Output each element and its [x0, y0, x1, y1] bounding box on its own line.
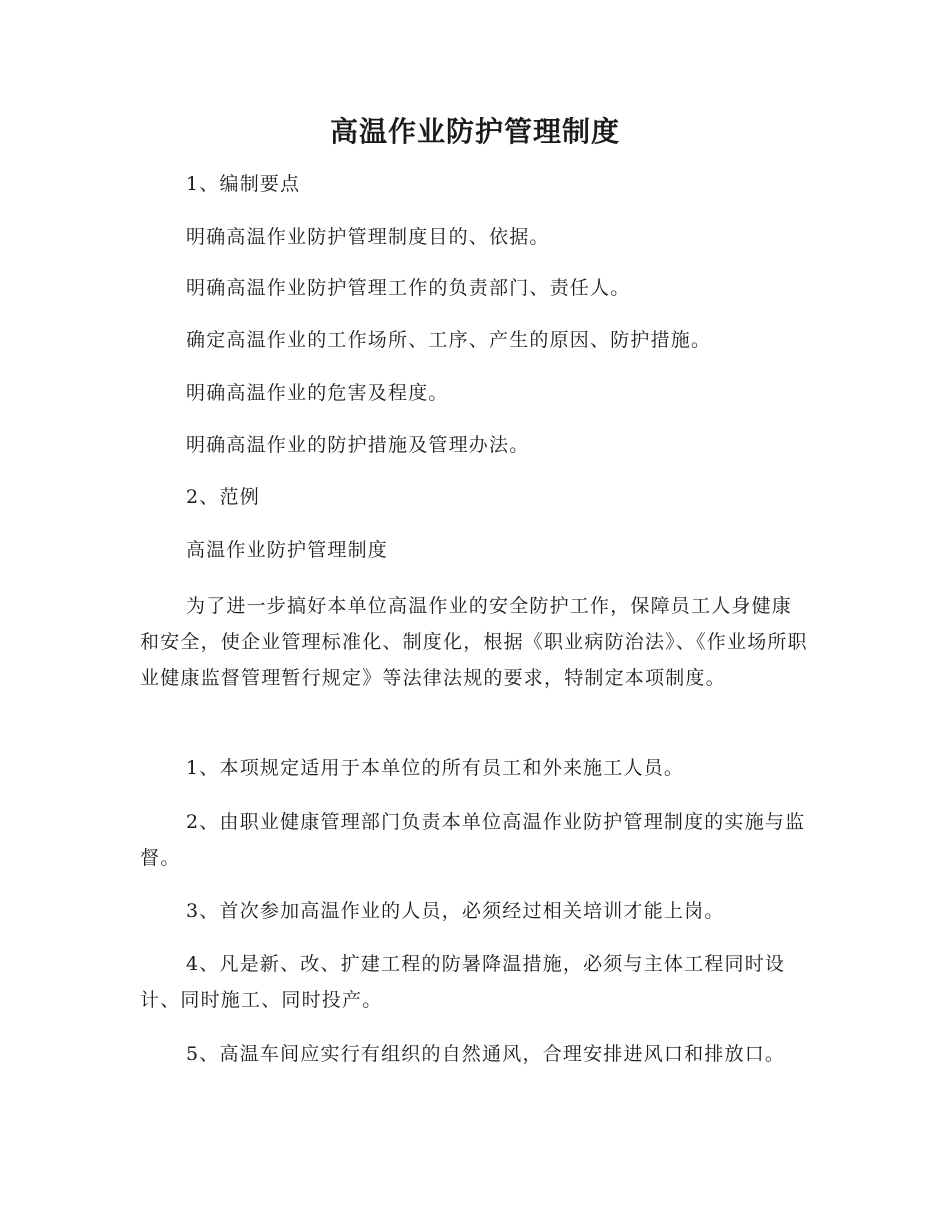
paragraph-section-heading-1: 1、编制要点: [186, 173, 301, 195]
paragraph-rule: 5、高温车间应实行有组织的自然通风，合理安排进风口和排放口。: [186, 1043, 786, 1065]
paragraph-rule: 4、凡是新、改、扩建工程的防暑降温措施，必须与主体工程同时设计、同时施工、同时投产。: [140, 953, 786, 1011]
paragraph: 明确高温作业的危害及程度。: [186, 382, 449, 404]
paragraph-rule: 2、由职业健康管理部门负责本单位高温作业防护管理制度的实施与监督。: [140, 811, 806, 869]
paragraph-rule: 1、本项规定适用于本单位的所有员工和外来施工人员。: [186, 757, 685, 779]
paragraph-section-heading-2: 2、范例: [186, 486, 260, 508]
paragraph: 明确高温作业防护管理制度目的、依据。: [186, 226, 550, 248]
document-title: 高温作业防护管理制度: [329, 115, 620, 148]
paragraph: 明确高温作业防护管理工作的负责部门、责任人。: [186, 277, 631, 299]
paragraph: 确定高温作业的工作场所、工序、产生的原因、防护措施。: [186, 329, 712, 351]
paragraph-subtitle: 高温作业防护管理制度: [186, 539, 389, 561]
paragraph: 明确高温作业的防护措施及管理办法。: [186, 434, 530, 456]
paragraph-rule: 3、首次参加高温作业的人员，必须经过相关培训才能上岗。: [186, 900, 725, 922]
paragraph-intro: 为了进一步搞好本单位高温作业的安全防护工作，保障员工人身健康和安全，使企业管理标准化、制度化，根据《职业病防治法》、《作业场所职业健康监督管理暂行规定》等法律法规的要求，特制定本项制度。: [140, 595, 808, 689]
